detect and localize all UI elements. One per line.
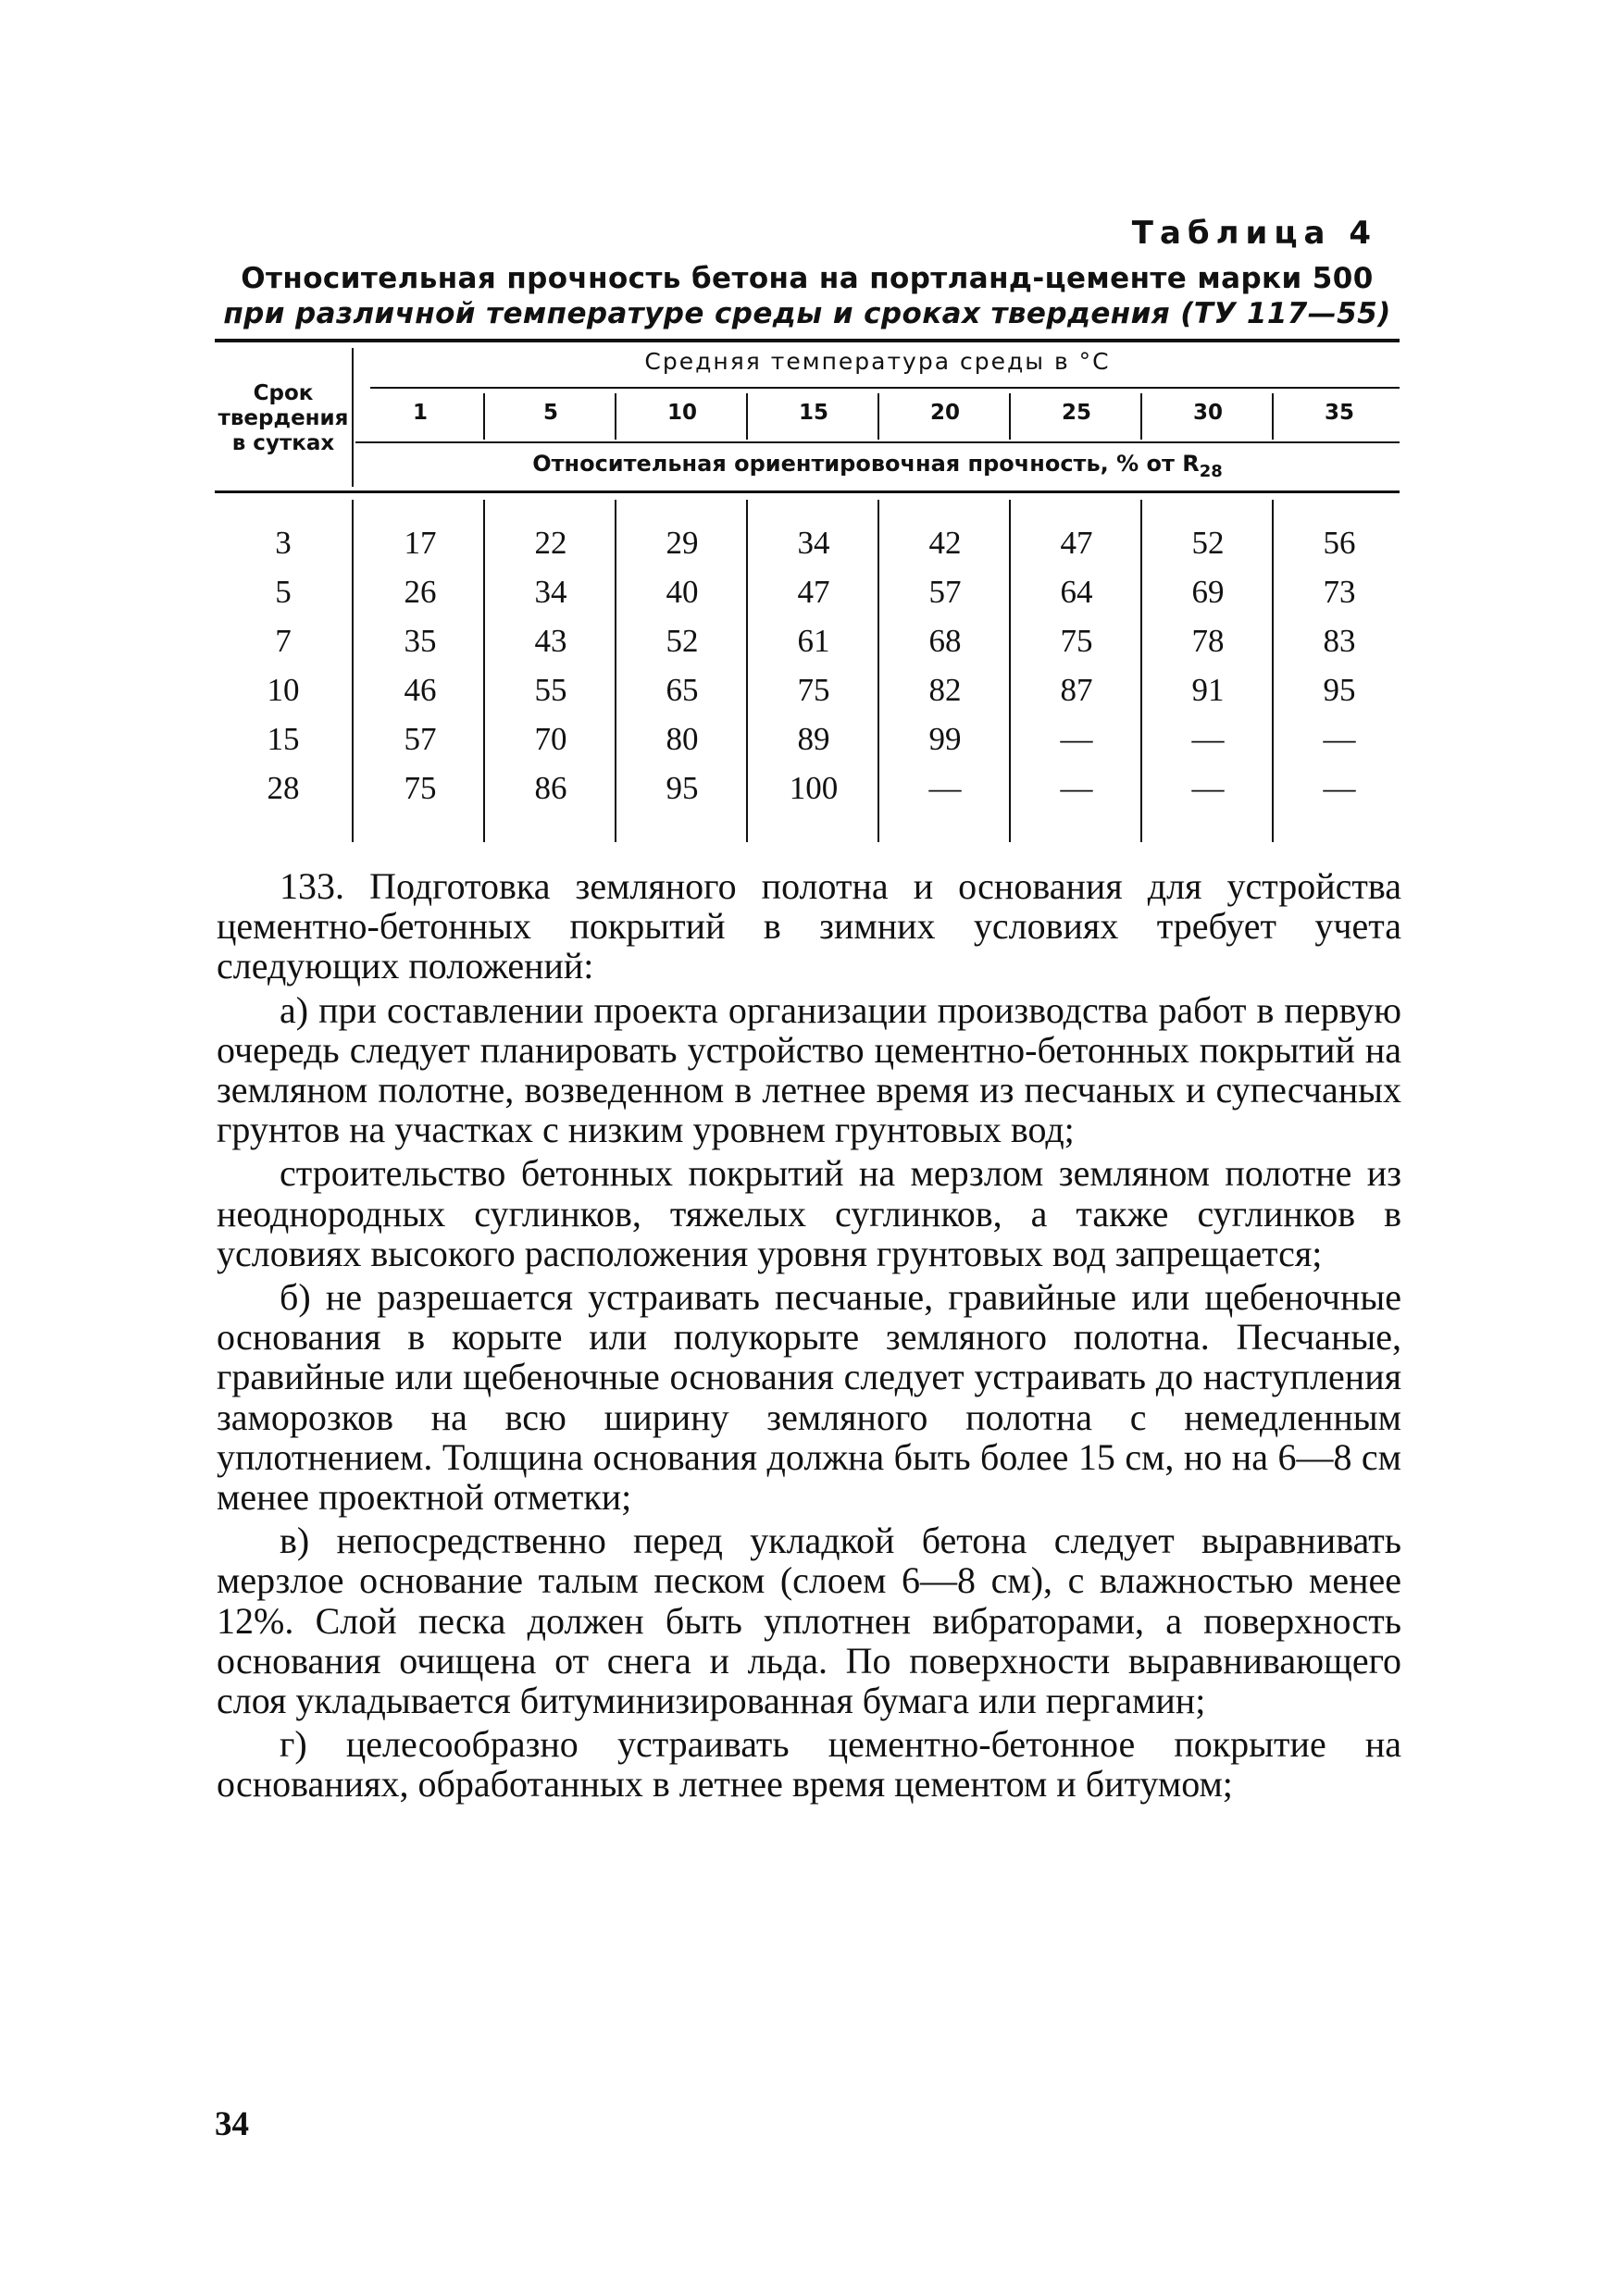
table-cell: 17 — [404, 525, 437, 561]
row-days: 10 — [267, 672, 300, 708]
table-cell: 52 — [1191, 525, 1225, 561]
table-title-line-2: при различной температуре среды и сроках твердения (ТУ 117—55) — [223, 297, 1391, 330]
table-cell: 46 — [404, 672, 437, 708]
table-cell: 34 — [534, 574, 567, 610]
row-days: 28 — [267, 770, 300, 806]
row-days: 7 — [275, 623, 292, 659]
table-cell: 57 — [928, 574, 962, 610]
table-cell: — — [1060, 721, 1093, 757]
table-cell: 64 — [1060, 574, 1093, 610]
table-top-rule — [215, 339, 1400, 342]
row-header-divider-body — [352, 500, 354, 842]
table-cell: 80 — [666, 721, 699, 757]
table-cell: 70 — [534, 721, 567, 757]
row-header-divider — [352, 348, 354, 487]
table-cell: 91 — [1191, 672, 1225, 708]
table-cell: 73 — [1323, 574, 1356, 610]
table-cell: 68 — [928, 623, 962, 659]
table-cell: 57 — [404, 721, 437, 757]
temp-col-1: 1 — [412, 401, 428, 425]
table-cell: 95 — [1323, 672, 1356, 708]
paragraph-133: 133. Подготовка земляного полотна и основания для устройства цементно-бетонных покрытий в зимних условиях требует учета следующих положений: — [217, 865, 1401, 987]
table-cell: 69 — [1191, 574, 1225, 610]
paragraph-g: г) целесообразно устраивать цементно-бетонное покрытие на основаниях, обработанных в летнее время цементом и битумом; — [217, 1723, 1401, 1806]
paragraph-a: а) при составлении проекта организации производства работ в первую очередь следует планировать устройство цементно-бетонных покрытий на земляном полотне, возведенном в летнее время из песчаных и супесчаных грунтов на участках с низким уровнем грунтовых вод; — [217, 988, 1401, 1151]
table-title — [215, 261, 1400, 331]
body-text — [217, 866, 1401, 1808]
header-bottom-rule — [215, 490, 1400, 493]
row-days: 5 — [275, 574, 292, 610]
table-cell: 43 — [534, 623, 567, 659]
table-cell: 82 — [928, 672, 962, 708]
table-cell: 99 — [928, 721, 962, 757]
table-cell: 55 — [534, 672, 567, 708]
row-days: 3 — [275, 525, 292, 561]
row-header-label: Срок твердения в сутках — [218, 381, 349, 455]
paragraph-prohibition: строительство бетонных покрытий на мерзлом земляном полотне из неоднородных суглинков, тяжелых суглинков, а также суглинков в условиях высокого расположения уровня грунтовых вод запрещается; — [217, 1152, 1401, 1274]
temp-col-25: 25 — [1061, 401, 1091, 425]
table-cell: — — [1191, 770, 1225, 806]
table-cell: 26 — [404, 574, 437, 610]
table-cell: — — [1060, 770, 1093, 806]
temp-col-10: 10 — [666, 401, 697, 425]
table-cell: 22 — [534, 525, 567, 561]
table-cell: — — [1323, 721, 1356, 757]
table-cell: — — [928, 770, 962, 806]
paragraph-v: в) непосредственно перед укладкой бетона следует выравнивать мерзлое основание талым песком (слоем 6—8 см), с влажностью менее 12%. Слой песка должен быть уплотнен вибраторами, а поверхность основания очищена от снега и льда. По поверхности выравнивающего слоя укладывается битуминизированная бумага или пергамин; — [217, 1520, 1401, 1722]
table-cell: 47 — [797, 574, 830, 610]
table-label: Таблица 4 — [1131, 215, 1377, 252]
table-cell: 78 — [1191, 623, 1225, 659]
temp-col-30: 30 — [1192, 401, 1223, 425]
table-cell: 95 — [666, 770, 699, 806]
temp-col-15: 15 — [798, 401, 828, 425]
table-title-line-1: Относительная прочность бетона на портланд-цементе марки 500 — [241, 262, 1374, 295]
paragraph-b: б) не разрешается устраивать песчаные, гравийные или щебеночные основания в корыте или полукорыте земляного полотна. Песчаные, гравийные или щебеночные основания следует устраивать до наступления заморозков на всю ширину земляного полотна с немедленным уплотнением. Толщина основания должна быть более 15 см, но на 6—8 см менее проектной отметки; — [217, 1276, 1401, 1519]
strength-header — [355, 451, 1400, 481]
temperature-header: Средняя температура среды в °С — [644, 348, 1111, 375]
page-number: 34 — [215, 2105, 249, 2143]
table-cell: 100 — [789, 770, 839, 806]
table-cell: 89 — [797, 721, 830, 757]
table-cell: 65 — [666, 672, 699, 708]
temp-col-20: 20 — [929, 401, 960, 425]
table-cell: 56 — [1323, 525, 1356, 561]
table-cell: 42 — [928, 525, 962, 561]
table-cell: 47 — [1060, 525, 1093, 561]
table-cell: 75 — [1060, 623, 1093, 659]
strength-header-subscript: 28 — [1199, 461, 1223, 481]
temp-header-rule — [370, 387, 1400, 389]
temp-col-5: 5 — [542, 401, 558, 425]
table-cell: 86 — [534, 770, 567, 806]
temp-col-35: 35 — [1324, 401, 1354, 425]
table-cell: — — [1191, 721, 1225, 757]
table-cell: 75 — [797, 672, 830, 708]
table-cell: 35 — [404, 623, 437, 659]
table-cell: 87 — [1060, 672, 1093, 708]
table-cell: 83 — [1323, 623, 1356, 659]
strength-header-text: Относительная ориентировочная прочность, % от R — [532, 451, 1200, 477]
temp-values-rule — [355, 441, 1400, 443]
table-cell: — — [1323, 770, 1356, 806]
table-cell: 61 — [797, 623, 830, 659]
table-cell: 75 — [404, 770, 437, 806]
row-days: 15 — [267, 721, 300, 757]
table-cell: 29 — [666, 525, 699, 561]
table-cell: 34 — [797, 525, 830, 561]
table-cell: 40 — [666, 574, 699, 610]
table-cell: 52 — [666, 623, 699, 659]
